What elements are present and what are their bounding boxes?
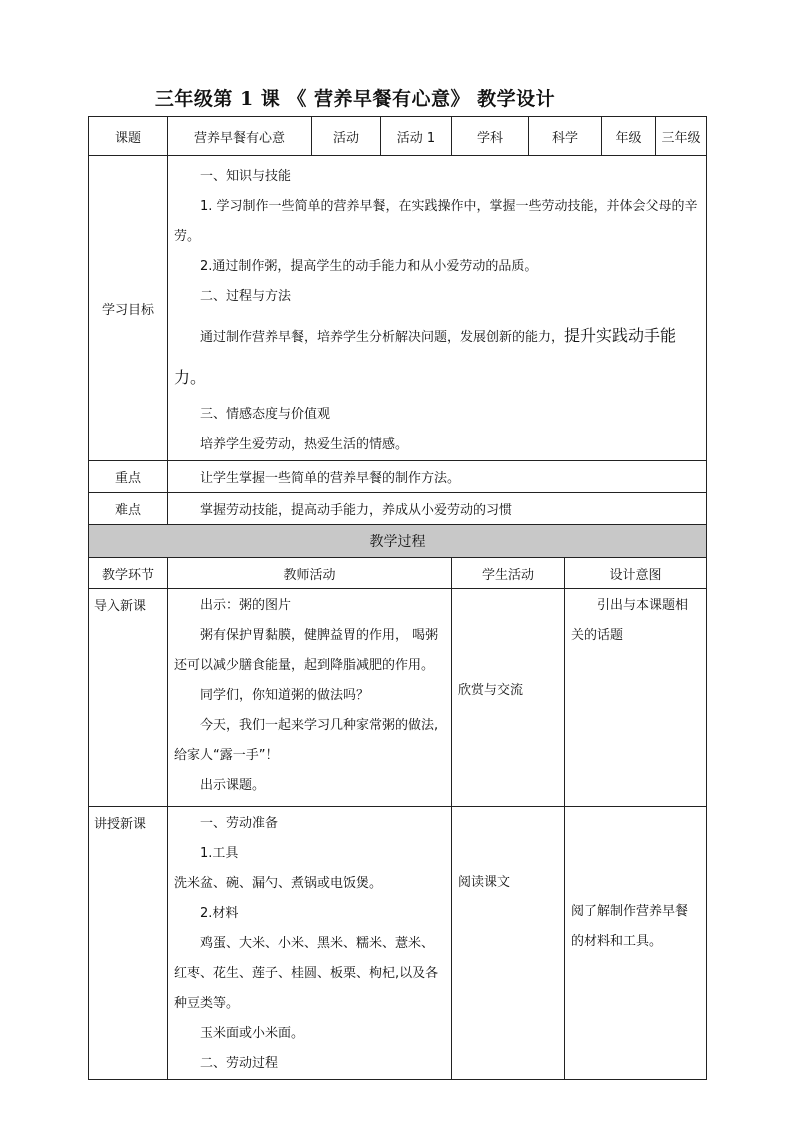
teacher-line: 出示：粥的图片 — [200, 598, 292, 613]
grade-label: 年级 — [602, 117, 656, 156]
goals-label: 学习目标 — [89, 156, 168, 461]
goals-line: 三、情感态度与价值观 — [200, 407, 331, 422]
difficulty-text: 掌握劳动技能，提高动手能力，养成从小爱劳动的习惯 — [200, 503, 513, 518]
teacher-line: 2.材料 — [200, 906, 239, 921]
stage-cell: 导入新课 — [89, 589, 168, 807]
column-header-row — [89, 558, 707, 589]
teacher-line: 一、劳动准备 — [200, 816, 279, 831]
teacher-line: 鸡蛋、大米、小米、黑米、糯米、薏米、红枣、花生、莲子、桂圆、板栗、枸杞,以及各种豆类等。 — [174, 936, 439, 1011]
difficulty-label: 难点 — [89, 493, 168, 525]
teacher-line: 同学们，你知道粥的做法吗？ — [200, 688, 370, 703]
goals-line: 提升实践动手能力。 — [174, 326, 677, 387]
goals-line: 二、过程与方法 — [200, 289, 292, 304]
goals-line: 培养学生爱劳动，热爱生活的情感。 — [200, 437, 409, 452]
goals-line: 1. 学习制作一些简单的营养早餐，在实践操作中，掌握一些劳动技能，并体会父母的辛劳。 — [174, 199, 698, 244]
teacher-line: 出示课题。 — [200, 778, 266, 793]
teacher-line: 洗米盆、碗、漏勺、煮锅或电饭煲。 — [174, 876, 383, 891]
student-activity-cell: 阅读课文 — [452, 807, 565, 1080]
column-header: 教学环节 — [89, 558, 168, 589]
teacher-line: 二、劳动过程 — [200, 1056, 279, 1071]
activity-value: 活动 1 — [381, 117, 452, 156]
column-header: 教师活动 — [168, 558, 452, 589]
design-intent-cell: 阅了解制作营养早餐的材料和工具。 — [565, 807, 707, 1080]
goals-row — [89, 156, 707, 461]
design-intent-cell: 引出与本课题相关的话题 — [565, 589, 707, 807]
goals-line: 通过制作营养早餐，培养学生分析解决问题，发展创新的能力， — [200, 330, 565, 345]
process-title-row — [89, 525, 707, 558]
subject-label: 学科 — [452, 117, 529, 156]
difficulty-row — [89, 493, 707, 525]
topic-label: 课题 — [89, 117, 168, 156]
key-point-row — [89, 461, 707, 493]
process-title: 教学过程 — [89, 525, 707, 558]
subject-value: 科学 — [529, 117, 602, 156]
teacher-line: 粥有保护胃黏膜，健脾益胃的作用， 喝粥还可以减少膳食能量，起到降脂减肥的作用。 — [174, 628, 439, 673]
column-header: 设计意图 — [565, 558, 707, 589]
key-point-label: 重点 — [89, 461, 168, 493]
lesson-plan-table — [88, 116, 707, 1080]
key-point-text: 让学生掌握一些简单的营养早餐的制作方法。 — [200, 471, 461, 486]
activity-label: 活动 — [312, 117, 381, 156]
topic-value: 营养早餐有心意 — [168, 117, 312, 156]
column-header: 学生活动 — [452, 558, 565, 589]
teacher-line: 玉米面或小米面。 — [200, 1026, 305, 1041]
teacher-line: 今天，我们一起来学习几种家常粥的做法,给家人“露一手”！ — [174, 718, 439, 763]
teacher-activity-cell — [168, 589, 452, 807]
header-row — [89, 117, 707, 156]
teacher-activity-cell — [168, 807, 452, 1080]
student-activity-cell: 欣赏与交流 — [452, 589, 565, 807]
goals-line: 2.通过制作粥，提高学生的动手能力和从小爱劳动的品质。 — [200, 259, 538, 274]
page-title: 三年级第 1 课 《 营养早餐有心意》 教学设计 — [154, 88, 556, 110]
stage-cell: 讲授新课 — [89, 807, 168, 1080]
goals-line: 一、知识与技能 — [200, 169, 292, 184]
teacher-line: 1.工具 — [200, 846, 239, 861]
goals-content — [168, 156, 707, 461]
table-row — [89, 589, 707, 807]
table-row — [89, 807, 707, 1080]
grade-value: 三年级 — [656, 117, 707, 156]
